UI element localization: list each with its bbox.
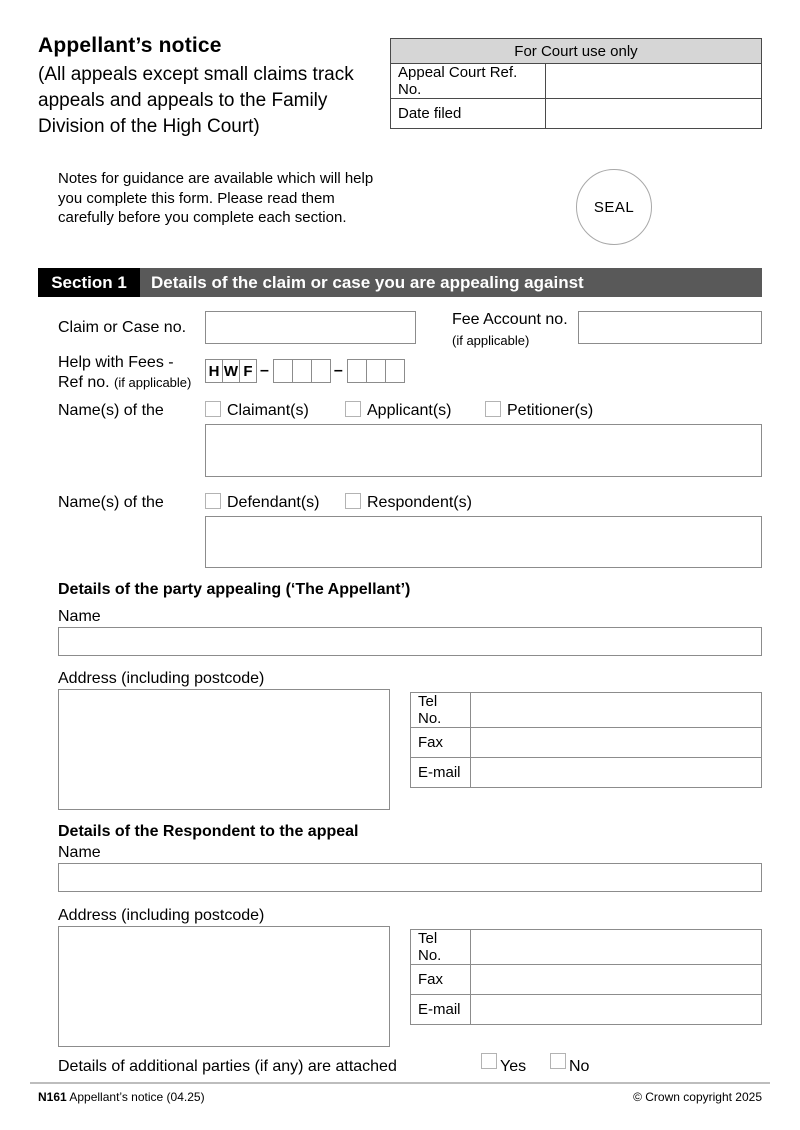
footer-copyright: © Crown copyright 2025 — [633, 1090, 762, 1104]
claimant-names-textarea[interactable] — [205, 424, 762, 477]
defendant-names-textarea[interactable] — [205, 516, 762, 568]
hwf-ref-no-boxes — [205, 359, 404, 383]
applicant-checkbox-label: Applicant(s) — [367, 402, 452, 419]
table-row — [391, 64, 762, 99]
appellant-fax-cell[interactable] — [471, 728, 762, 758]
claim-case-no-input[interactable] — [205, 311, 416, 344]
hwf-digit-cell[interactable] — [311, 359, 331, 383]
appeal-court-ref-input[interactable] — [553, 64, 754, 98]
form-title: Appellant’s notice — [38, 34, 222, 57]
hwf-prefix-group — [205, 359, 256, 383]
appellant-section-heading: Details of the party appealing (‘The Appellant’) — [58, 581, 411, 598]
respondent-address-label: Address (including postcode) — [58, 907, 265, 924]
respondent-tel-input[interactable] — [478, 930, 754, 964]
claimant-checkbox-label: Claimant(s) — [227, 402, 309, 419]
appellant-address-label: Address (including postcode) — [58, 670, 265, 687]
applicant-checkbox[interactable] — [345, 401, 361, 417]
respondent-name-label: Name — [58, 844, 101, 861]
appellant-address-textarea[interactable] — [58, 689, 390, 810]
appellant-name-input[interactable] — [58, 627, 762, 656]
date-filed-input[interactable] — [553, 99, 754, 128]
hwf-digit-cell[interactable] — [366, 359, 386, 383]
appellant-name-label: Name — [58, 608, 101, 625]
appellant-email-input[interactable] — [478, 758, 754, 787]
respondent-contact-table — [410, 929, 762, 1025]
hwf-digit-cell[interactable] — [347, 359, 367, 383]
table-row — [411, 930, 762, 965]
hwf-letter-h: H — [205, 359, 223, 383]
hwf-group-2 — [347, 359, 404, 383]
petitioner-checkbox-label: Petitioner(s) — [507, 402, 594, 419]
fee-account-no-input[interactable] — [578, 311, 762, 344]
additional-parties-label: Details of additional parties (if any) are attached — [58, 1058, 397, 1075]
table-row — [411, 965, 762, 995]
respondent-email-input[interactable] — [478, 995, 754, 1024]
appellant-email-cell[interactable] — [471, 758, 762, 788]
hwf-digit-cell[interactable] — [273, 359, 293, 383]
table-row — [411, 995, 762, 1025]
additional-parties-no-checkbox[interactable] — [550, 1053, 566, 1069]
appellant-contact-table — [410, 692, 762, 788]
claimant-checkbox[interactable] — [205, 401, 221, 417]
court-use-title: For Court use only — [391, 39, 762, 64]
respondent-section-heading: Details of the Respondent to the appeal — [58, 823, 359, 840]
court-seal-text: SEAL — [593, 198, 635, 216]
hwf-group-1 — [273, 359, 330, 383]
defendant-checkbox-label: Defendant(s) — [227, 494, 320, 511]
hwf-letter-w: W — [222, 359, 240, 383]
respondent-email-label: E-mail — [411, 995, 471, 1025]
table-row — [391, 99, 762, 129]
defendant-checkbox[interactable] — [205, 493, 221, 509]
form-subtitle: (All appeals except small claims track appeals and appeals to the Family Division of the High Court) — [38, 64, 354, 137]
appellant-tel-label: Tel No. — [411, 693, 471, 728]
parties-row2-label: Name(s) of the — [58, 494, 164, 511]
respondent-checkbox-label: Respondent(s) — [367, 494, 472, 511]
parties-row1-label: Name(s) of the — [58, 402, 164, 419]
hwf-separator: – — [333, 362, 343, 379]
hwf-separator: – — [260, 362, 269, 379]
date-filed-cell[interactable] — [546, 99, 762, 129]
appellant-email-label: E-mail — [411, 758, 471, 788]
table-row — [411, 758, 762, 788]
respondent-fax-label: Fax — [411, 965, 471, 995]
footer-form-code: N161 — [38, 1090, 67, 1104]
court-seal — [576, 169, 652, 245]
respondent-email-cell[interactable] — [471, 995, 762, 1025]
additional-parties-no-label: No — [569, 1058, 590, 1075]
fee-account-no-note: (if applicable) — [452, 333, 530, 348]
footer-divider — [30, 1082, 770, 1084]
hwf-digit-cell[interactable] — [292, 359, 312, 383]
hwf-label-line1: Help with Fees - — [58, 354, 174, 371]
section1-title: Details of the claim or case you are appealing against — [140, 268, 762, 297]
section1-label: Section 1 — [38, 268, 140, 297]
appellant-tel-cell[interactable] — [471, 693, 762, 728]
table-row — [411, 693, 762, 728]
respondent-fax-input[interactable] — [478, 965, 754, 994]
appellant-fax-input[interactable] — [478, 728, 754, 757]
footer-form-id — [38, 1090, 205, 1104]
respondent-fax-cell[interactable] — [471, 965, 762, 995]
court-use-table — [390, 38, 762, 129]
respondent-address-textarea[interactable] — [58, 926, 390, 1047]
respondent-tel-label: Tel No. — [411, 930, 471, 965]
respondent-tel-cell[interactable] — [471, 930, 762, 965]
section1-header-bar — [38, 268, 762, 297]
hwf-note: (if applicable) — [114, 375, 192, 390]
guidance-notes: Notes for guidance are available which will help you complete this form. Please read them carefully before you complete each section. — [58, 170, 374, 226]
footer-form-name: Appellant’s notice (04.25) — [69, 1090, 205, 1104]
date-filed-label: Date filed — [391, 99, 546, 129]
additional-parties-yes-checkbox[interactable] — [481, 1053, 497, 1069]
hwf-letter-f: F — [239, 359, 257, 383]
claim-case-no-label: Claim or Case no. — [58, 319, 187, 336]
appellant-tel-input[interactable] — [478, 693, 754, 727]
respondent-checkbox[interactable] — [345, 493, 361, 509]
fee-account-no-label: Fee Account no. — [452, 311, 568, 328]
additional-parties-yes-label: Yes — [500, 1058, 527, 1075]
petitioner-checkbox[interactable] — [485, 401, 501, 417]
appeal-court-ref-label: Appeal Court Ref. No. — [391, 64, 546, 99]
hwf-label-line2: Ref no. (if applicable) — [58, 374, 192, 391]
table-row — [411, 728, 762, 758]
hwf-digit-cell[interactable] — [385, 359, 405, 383]
appellant-fax-label: Fax — [411, 728, 471, 758]
respondent-name-input[interactable] — [58, 863, 762, 892]
appeal-court-ref-cell[interactable] — [546, 64, 762, 99]
